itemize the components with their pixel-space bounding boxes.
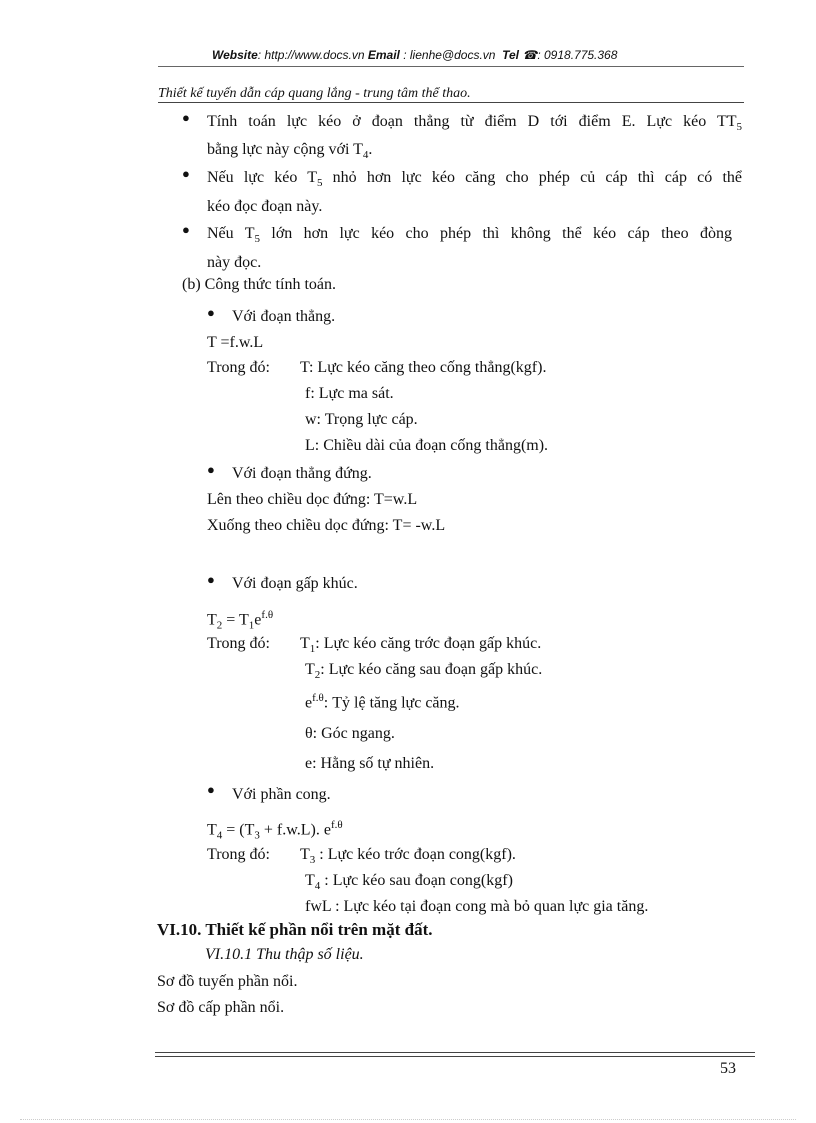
definition: e: Hằng số tự nhiên.	[305, 755, 435, 772]
curve-title: Với phần cong.	[232, 786, 331, 803]
curve-formula: $T_4 = (T_3 + f.w.L)$. $e^{f.\theta}$	[207, 819, 343, 842]
definition: w: Trọng lực cáp.	[305, 411, 418, 428]
straight-formula: T =f.w.L	[207, 334, 264, 351]
vertical-title: Với đoạn thẳng đứng.	[232, 465, 372, 482]
straight-title: Với đoạn thẳng.	[232, 308, 336, 325]
tel-value: : 0918.775.368	[537, 48, 618, 62]
definition: $e^{f.\theta}$: Tỷ lệ tăng lực căng.	[305, 692, 460, 712]
bullet-icon: ●	[207, 572, 215, 587]
definition: fwL : Lực kéo tại đoạn cong mà bỏ quan lực gia tăng.	[305, 898, 649, 915]
definition: L: Chiều dài của đoạn cống thẳng(m).	[305, 437, 549, 454]
title-underline	[158, 102, 744, 103]
footer-rule	[155, 1052, 755, 1053]
definition: $T_1$: Lực kéo căng trớc đoạn gấp khúc.	[300, 635, 542, 656]
website-label: Website	[212, 48, 258, 62]
phone-icon: ☎	[522, 48, 538, 62]
bullet-item-1: Tính toán lực kéo ở đoạn thẳng từ điểm D tới điểm E. Lực kéo $TT_5$ bằng lực này cộng với $T_4$.	[207, 113, 742, 162]
email-label: Email	[367, 48, 400, 62]
body-line: Sơ đồ tuyến phần nổi.	[157, 973, 298, 990]
bend-title: Với đoạn gấp khúc.	[232, 575, 358, 592]
header-divider	[158, 66, 744, 67]
vertical-down: Xuống theo chiều dọc đứng: T= -w.L	[207, 517, 446, 534]
bullet-icon: ●	[207, 782, 215, 797]
bullet-icon: ●	[207, 462, 215, 477]
definition: $T_4$ : Lực kéo sau đoạn cong(kgf)	[305, 872, 513, 893]
bullet-icon: ●	[182, 110, 190, 125]
bend-formula: $T_2 = T_1e^{f.\theta}$	[207, 609, 274, 632]
definition: T: Lực kéo căng theo cống thẳng(kgf).	[300, 359, 547, 376]
where-label: Trong đó:	[207, 846, 270, 863]
formula-heading: (b) Công thức tính toán.	[182, 276, 336, 293]
bullet-icon: ●	[182, 222, 190, 237]
definition: θ: Góc ngang.	[305, 725, 395, 742]
vertical-up: Lên theo chiều dọc đứng: T=w.L	[207, 491, 418, 508]
tel-label: Tel	[502, 48, 520, 62]
body-line: Sơ đồ cấp phần nổi.	[157, 999, 285, 1016]
section-heading: VI.10. Thiết kế phần nổi trên mặt đất.	[157, 920, 433, 939]
email-value[interactable]: : lienhe@docs.vn	[403, 48, 496, 62]
where-label: Trong đó:	[207, 359, 270, 376]
definition: f: Lực ma sát.	[305, 385, 394, 402]
footer-rule	[155, 1056, 755, 1057]
bullet-item-3: Nếu $T_5$ lớn hơn lực kéo cho phép thì không thể kéo cáp theo đòng này đọc.	[207, 225, 732, 272]
definition: $T_3$ : Lực kéo trớc đoạn cong(kgf).	[300, 846, 516, 867]
page-edge	[20, 1119, 796, 1120]
section-subheading: VI.10.1 Thu thập số liệu.	[205, 946, 364, 963]
header-contact	[212, 48, 617, 62]
document-title: Thiết kế tuyến dẫn cáp quang lắng - trung tâm thể thao.	[158, 86, 471, 101]
where-label: Trong đó:	[207, 635, 270, 652]
website-url[interactable]: : http://www.docs.vn	[257, 48, 365, 62]
bullet-item-2: Nếu lực kéo $T_5$ nhỏ hơn lực kéo căng cho phép củ cáp thì cáp có thể kéo đọc đoạn này.	[207, 169, 743, 216]
definition: $T_2$: Lực kéo căng sau đoạn gấp khúc.	[305, 661, 543, 682]
bullet-icon: ●	[182, 166, 190, 181]
page-number: 53	[720, 1060, 736, 1077]
bullet-icon: ●	[207, 305, 215, 320]
